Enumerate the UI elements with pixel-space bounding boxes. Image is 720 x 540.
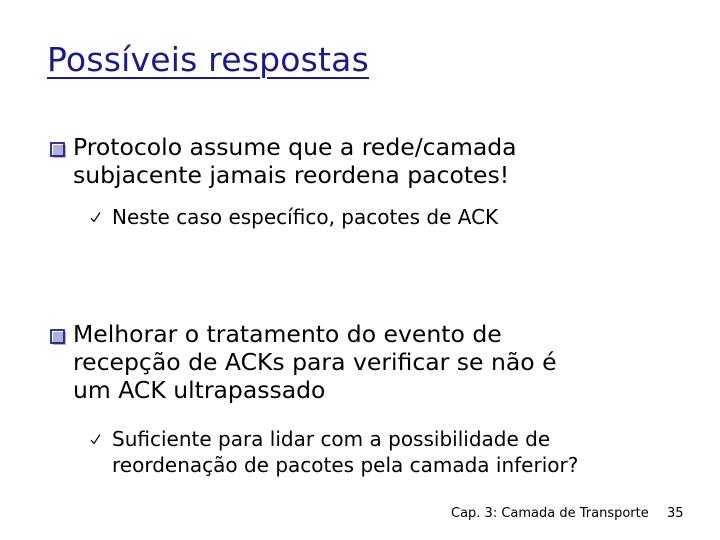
sub-bullet-line: Suficiente para lidar com a possibilidade de <box>112 427 551 451</box>
bullet-line: subjacente jamais reordena pacotes! <box>73 161 510 189</box>
page-number: 35 <box>667 506 684 521</box>
sub-bullet-line: reordenação de pacotes pela camada inferior? <box>112 453 579 477</box>
bullet-line: Protocolo assume que a rede/camada <box>73 133 517 161</box>
bullet-line: um ACK ultrapassado <box>73 376 326 404</box>
bullet-line: recepção de ACKs para verificar se não é <box>73 348 557 376</box>
sub-bullet-text <box>90 426 650 478</box>
sub-bullet-item <box>90 204 650 230</box>
bullet-item <box>50 133 650 189</box>
bullet-item <box>50 320 650 404</box>
square-bullet-icon <box>50 142 66 158</box>
bullet-line: Melhorar o tratamento do evento de <box>73 320 502 348</box>
checkmark-icon <box>90 433 101 445</box>
sub-bullet-item <box>90 426 650 478</box>
square-bullet-icon <box>50 329 66 345</box>
bullet-text <box>50 133 650 189</box>
sub-bullet-line: Neste caso específico, pacotes de ACK <box>112 205 499 229</box>
bullet-text <box>50 320 650 404</box>
footer-chapter: Cap. 3: Camada de Transporte <box>451 506 649 521</box>
sub-bullet-text <box>90 204 650 230</box>
checkmark-icon <box>90 211 101 223</box>
slide-title: Possíveis respostas <box>47 40 369 79</box>
